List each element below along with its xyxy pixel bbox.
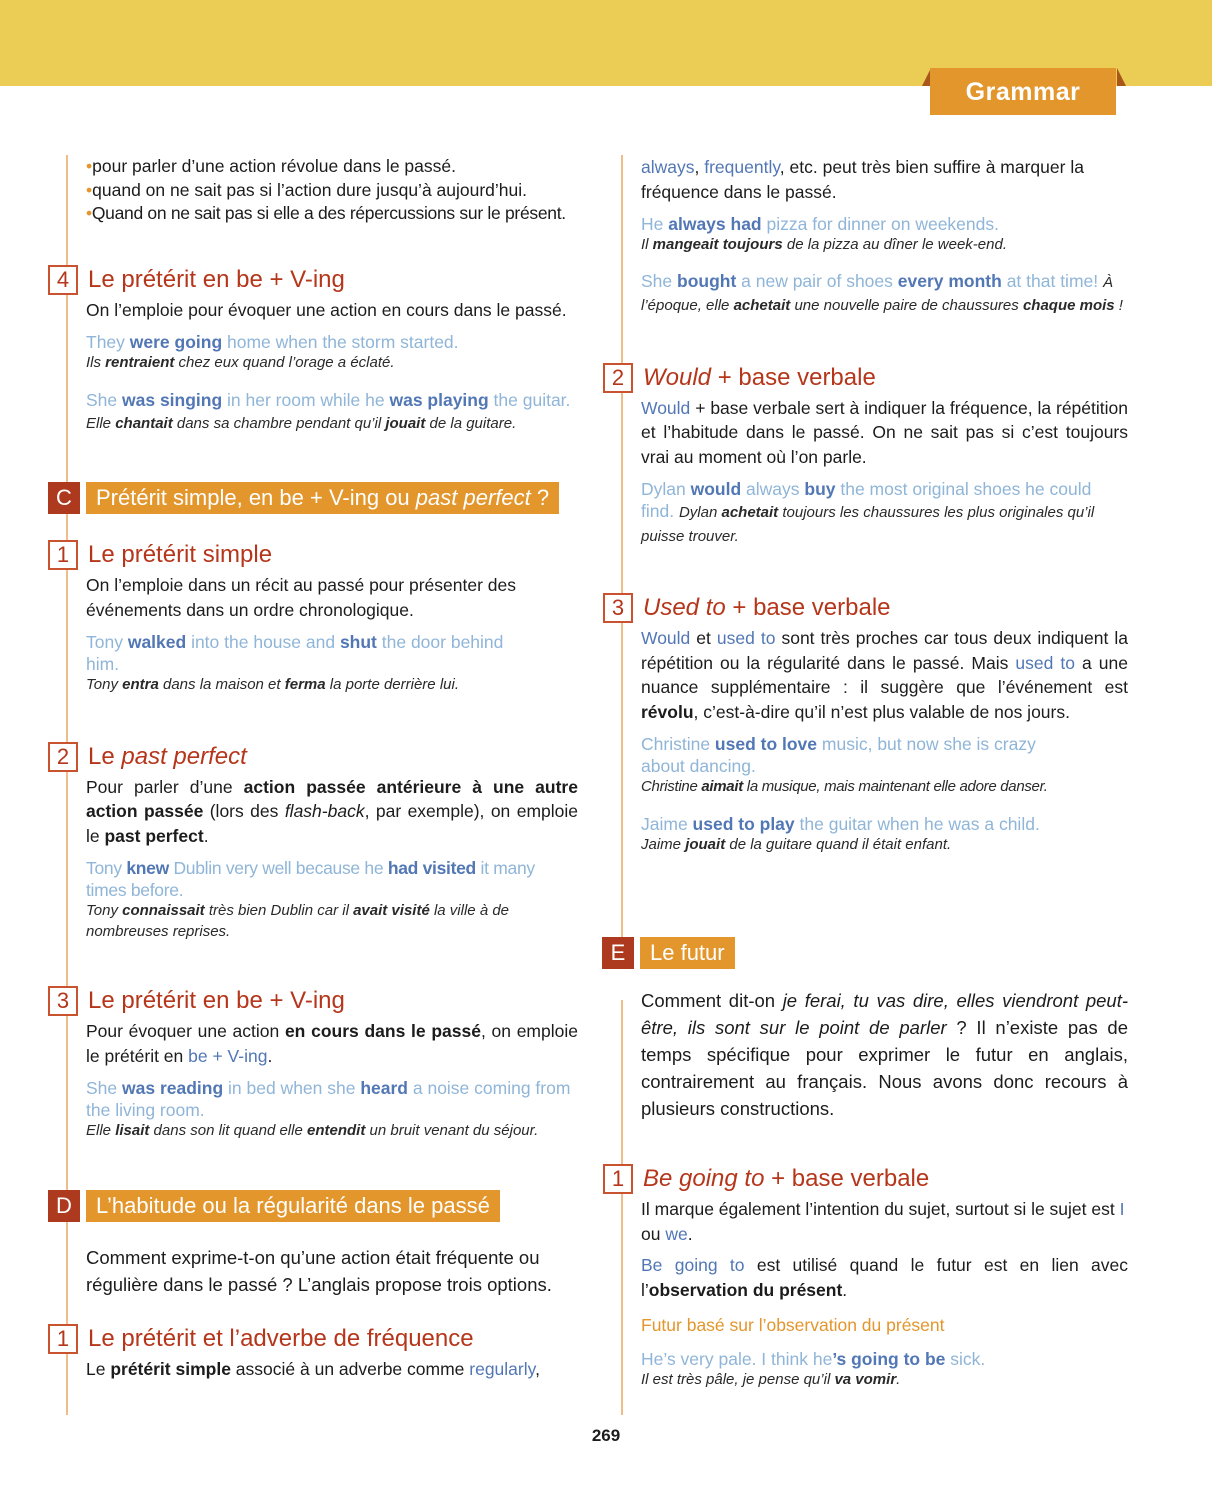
list-item: •Quand on ne sait pas si elle a des répercussions sur le présent. xyxy=(86,203,566,223)
example-fr: Ils rentraient chez eux quand l’orage a éclaté. xyxy=(86,354,395,371)
heading-title: Would + base verbale xyxy=(643,363,876,391)
section-c-header xyxy=(48,482,578,514)
heading-number: 2 xyxy=(48,742,78,772)
example-fr: Tony entra dans la maison et ferma la porte derrière lui. xyxy=(86,676,459,693)
heading-number: 4 xyxy=(48,265,78,295)
example-en: Christine used to love music, but now she is crazy about dancing. xyxy=(641,734,1036,776)
right-column xyxy=(603,155,1128,1391)
example-en: They were going home when the storm started. xyxy=(86,332,459,352)
heading-d1 xyxy=(48,1324,578,1354)
paragraph: On l’emploie dans un récit au passé pour présenter des événements dans un ordre chronologique. xyxy=(86,575,516,620)
list-item: •quand on ne sait pas si l’action dure jusqu’à aujourd’hui. xyxy=(86,179,528,200)
section-letter: C xyxy=(48,482,80,514)
section-e-header xyxy=(602,937,1128,969)
heading-number: 2 xyxy=(603,363,633,393)
heading-title: Le prétérit et l’adverbe de fréquence xyxy=(88,1324,474,1352)
paragraph: Would + base verbale sert à indiquer la fréquence, la répétition et l’habitude dans le passé. On ne sait pas si c’est toujours vrai au moment où l’on parle. xyxy=(641,397,1128,467)
example-fr: Jaime jouait de la guitare quand il était enfant. xyxy=(641,835,952,853)
heading-title: Le prétérit en be + V-ing xyxy=(88,265,345,293)
example-en: Tony knew Dublin very well because he had visited it many times before. xyxy=(86,858,535,900)
section-title: L’habitude ou la régularité dans le passé xyxy=(86,1190,500,1222)
heading-number: 1 xyxy=(603,1164,633,1194)
example-fr: Elle lisait dans son lit quand elle entendit un bruit venant du séjour. xyxy=(86,1122,539,1139)
example-fr: Elle chantait dans sa chambre pendant qu’il jouait de la guitare. xyxy=(86,414,517,432)
heading-title: Le past perfect xyxy=(88,742,247,770)
left-column xyxy=(48,155,578,1381)
paragraph: On l’emploie pour évoquer une action en cours dans le passé. xyxy=(86,299,567,320)
heading-title: Be going to + base verbale xyxy=(643,1165,930,1192)
heading-4 xyxy=(48,265,578,295)
example-en: She bought a new pair of shoes every month at that time! À l’époque, elle achetait une nouvelle paire de chaussures chaque mois ! xyxy=(641,270,1123,314)
paragraph: Comment exprime-t-on qu’une action était fréquente ou régulière dans le passé ? L’anglais propose trois options. xyxy=(86,1246,552,1295)
subheading: Futur basé sur l’observation du présent xyxy=(641,1315,945,1335)
heading-d2 xyxy=(603,363,1128,393)
heading-c1 xyxy=(48,540,578,570)
example-en: Tony walked into the house and shut the door behind him. xyxy=(86,632,504,674)
example-fr: Christine aimait la musique, mais maintenant elle adore danser. xyxy=(641,778,1048,795)
page-number: 269 xyxy=(591,1426,621,1445)
example-fr: Dylan achetait toujours les chaussures les plus originales qu’il puisse trouver. xyxy=(641,504,1095,545)
example-en: He’s very pale. I think he’s going to be sick. xyxy=(641,1349,986,1369)
list-item: •pour parler d’une action révolue dans le passé. xyxy=(86,156,456,176)
example-fr: À l’époque, elle achetait une nouvelle paire de chaussures chaque mois ! xyxy=(641,273,1123,314)
paragraph: Pour évoquer une action en cours dans le passé, on emploie le prétérit en be + V-ing. xyxy=(86,1021,578,1066)
heading-d3 xyxy=(603,593,1128,623)
bullet-list xyxy=(86,155,578,226)
section-title: Le futur xyxy=(640,937,735,969)
paragraph: Le prétérit simple associé à un adverbe comme regularly, xyxy=(86,1358,540,1379)
example-en: He always had pizza for dinner on weekends. xyxy=(641,214,999,234)
section-letter: E xyxy=(602,937,634,969)
section-tab-label: Grammar xyxy=(930,68,1116,115)
heading-number: 1 xyxy=(48,540,78,570)
example-fr: Il est très pâle, je pense qu’il va vomir. xyxy=(641,1371,901,1388)
paragraph: always, frequently, etc. peut très bien suffire à marquer la fréquence dans le passé. xyxy=(641,157,1084,202)
heading-title: Le prétérit en be + V-ing xyxy=(88,987,345,1014)
example-en: She was singing in her room while he was playing the guitar. Elle chantait dans sa chambre pendant qu’il jouait de la guitare. xyxy=(86,389,571,432)
tab-fold-right xyxy=(1117,68,1126,86)
heading-number: 3 xyxy=(603,593,633,623)
section-d-header xyxy=(48,1190,578,1222)
example-en: She was reading in bed when she heard a noise coming from the living room. xyxy=(86,1078,571,1120)
heading-c2 xyxy=(48,742,578,772)
example-en: Jaime used to play the guitar when he was a child. xyxy=(641,813,1040,834)
paragraph: Be going to est utilisé quand le futur est en lien avec l’observation du présent. xyxy=(641,1255,1128,1300)
heading-number: 3 xyxy=(48,986,78,1016)
heading-title: Le prétérit simple xyxy=(88,541,273,568)
example-en: Dylan would always buy the most original shoes he could find. Dylan achetait toujours les chaussures les plus originales qu’il puisse trouver. xyxy=(641,479,1095,545)
heading-number: 1 xyxy=(48,1324,78,1354)
paragraph: Il marque également l’intention du sujet, surtout si le sujet est I ou we. xyxy=(641,1199,1125,1244)
heading-title: Used to + base verbale xyxy=(643,594,891,621)
paragraph: Would et used to sont très proches car tous deux indiquent la répétition ou la régularité dans le passé. Mais used to a une nuance supplémentaire : il suggère que l’événement est révolu, c’est-à-dire qu’il n’est plus valable de nos jours. xyxy=(641,628,1129,722)
paragraph: Comment dit-on je ferai, tu vas dire, elles viendront peut-être, ils sont sur le point de parler ? Il n’existe pas de temps spécifique pour exprimer le futur en anglais, contrairement au français. Nous avons donc recours à plusieurs constructions. xyxy=(641,990,1128,1119)
section-letter: D xyxy=(48,1190,80,1222)
section-title: Prétérit simple, en be + V-ing ou past perfect ? xyxy=(86,482,559,514)
heading-c3 xyxy=(48,986,578,1016)
heading-e1 xyxy=(603,1164,1128,1194)
section-tab xyxy=(922,68,1126,116)
example-fr: Il mangeait toujours de la pizza au dîner le week-end. xyxy=(641,236,1007,253)
paragraph: Pour parler d’une action passée antérieure à une autre action passée (lors des flash-back, par exemple), on emploie le past perfect. xyxy=(86,776,578,846)
example-fr: Tony connaissait très bien Dublin car il avait visité la ville à de nombreuses reprises. xyxy=(86,902,510,940)
